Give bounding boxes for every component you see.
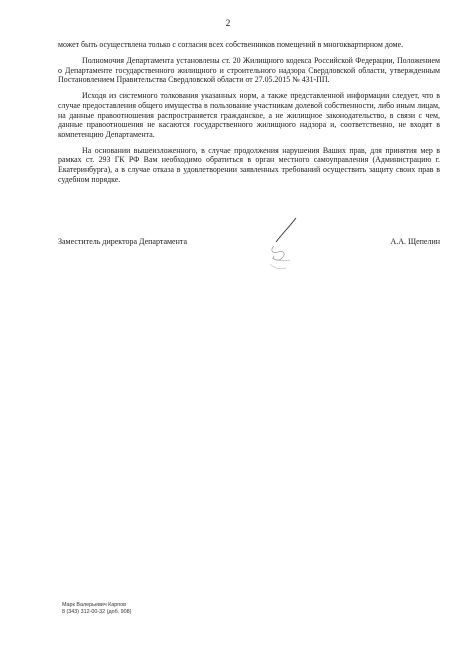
- page-number: 2: [225, 19, 231, 29]
- paragraph-continuation: может быть осуществлена только с согласия всех собственников помещений в многоквартирном доме.: [58, 40, 404, 49]
- signature-block: [58, 237, 440, 249]
- paragraph-interpretation: Исходя из системного толкования указанных норм, а также представленной информации следует, что в случае предоставления общего имущества в пользование участникам долевой собственности, либо иным лицам, на данные правоотношения распространяется гражданское, а не жилищное законодательство, в связи с чем, данные правоотношения не касаются государственного жилищного надзора и, соответственно, не входят в компетенцию Департамента.: [58, 91, 440, 139]
- signatory-title: Заместитель директора Департамента: [58, 237, 188, 246]
- paragraph-authority: Полномочия Департамента установлены ст. 20 Жилищного кодекса Российской Федерации, Положением о Департаменте государственного жилищного и строительного надзора Свердловской области, утвержденным Постановлением Правительства Свердловской области от 27.05.2015 № 431-ПП.: [58, 56, 440, 85]
- executor-name: Марк Валерьевич Карпов: [62, 602, 127, 608]
- executor-footer: [62, 602, 131, 617]
- paragraph-conclusion: На основании вышеизложенного, в случае продолжения нарушения Ваших прав, для принятия мер в рамках ст. 293 ГК РФ Вам необходимо обратиться в орган местного самоуправления (Администрацию г. Екатеринбурга), а в случае отказа в удовлетворении заявленных требований осуществить защиту своих прав в судебном порядке.: [58, 145, 440, 184]
- signatory-name: А.А. Щепелин: [390, 237, 440, 246]
- letter-body: [58, 40, 440, 191]
- executor-phone: 8 (343) 312-00-32 (доб. 908): [62, 609, 132, 616]
